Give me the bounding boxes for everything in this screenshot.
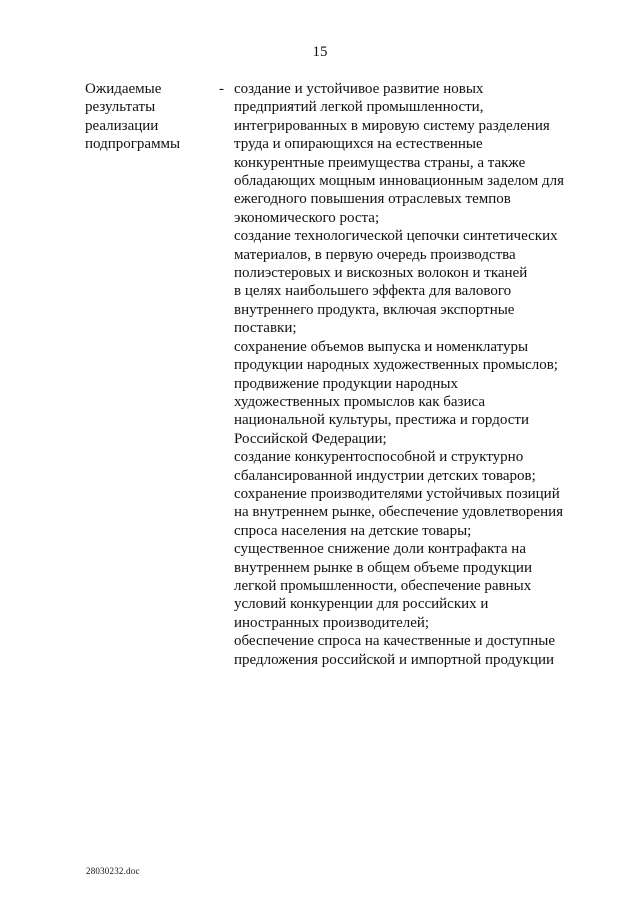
text-line: продвижение продукции народных bbox=[234, 375, 458, 392]
text-line: сбалансированной индустрии детских товаров; bbox=[234, 467, 536, 484]
text-line: обладающих мощным инновационным заделом для bbox=[234, 173, 564, 190]
text-line: предприятий легкой промышленности, bbox=[234, 99, 484, 116]
label-line: подпрограммы bbox=[85, 136, 181, 153]
text-line: труда и опирающихся на естественные bbox=[234, 136, 483, 153]
text-line: легкой промышленности, обеспечение равных bbox=[234, 577, 532, 594]
text-line: условий конкуренции для российских и bbox=[234, 596, 489, 613]
text-line: создание технологической цепочки синтетических bbox=[234, 228, 558, 245]
expected-results-text bbox=[234, 80, 574, 669]
text-line: спроса населения на детские товары; bbox=[234, 522, 472, 539]
text-line: существенное снижение доли контрафакта на bbox=[234, 541, 526, 558]
text-line: создание конкурентоспособной и структурно bbox=[234, 449, 524, 466]
text-line: предложения российской и импортной продукции bbox=[234, 651, 555, 668]
label-line: результаты bbox=[85, 99, 156, 116]
text-line: внутреннем рынке в общем объеме продукции bbox=[234, 559, 532, 576]
label-line: Ожидаемые bbox=[85, 81, 162, 97]
text-line: сохранение производителями устойчивых позиций bbox=[234, 485, 560, 502]
text-line: полиэстеровых и вискозных волокон и тканей bbox=[234, 265, 528, 282]
text-line: конкурентные преимущества страны, а также bbox=[234, 154, 526, 171]
list-dash: - bbox=[219, 81, 224, 97]
text-line: Российской Федерации; bbox=[234, 430, 387, 447]
text-line: внутреннего продукта, включая экспортные bbox=[234, 301, 515, 318]
text-line: ежегодного повышения отраслевых темпов bbox=[234, 191, 511, 208]
text-line: интегрированных в мировую систему разделения bbox=[234, 117, 550, 134]
text-line: сохранение объемов выпуска и номенклатуры bbox=[234, 338, 529, 355]
text-line: поставки; bbox=[234, 320, 297, 337]
text-line: художественных промыслов как базиса bbox=[234, 393, 485, 410]
text-line: материалов, в первую очередь производства bbox=[234, 246, 516, 263]
page-number: 15 bbox=[312, 44, 328, 60]
label-line: реализации bbox=[85, 117, 159, 134]
text-line: обеспечение спроса на качественные и доступные bbox=[234, 633, 556, 650]
footer-filename: 28030232.doc bbox=[86, 866, 140, 876]
text-line: в целях наибольшего эффекта для валового bbox=[234, 283, 512, 300]
text-line: экономического роста; bbox=[234, 209, 380, 226]
section-label bbox=[85, 80, 205, 154]
text-line: национальной культуры, престижа и гордости bbox=[234, 412, 529, 429]
text-line: продукции народных художественных промыслов; bbox=[234, 357, 558, 374]
text-line: на внутреннем рынке, обеспечение удовлетворения bbox=[234, 504, 564, 521]
text-line: иностранных производителей; bbox=[234, 614, 430, 631]
text-line: создание и устойчивое развитие новых bbox=[234, 81, 484, 97]
